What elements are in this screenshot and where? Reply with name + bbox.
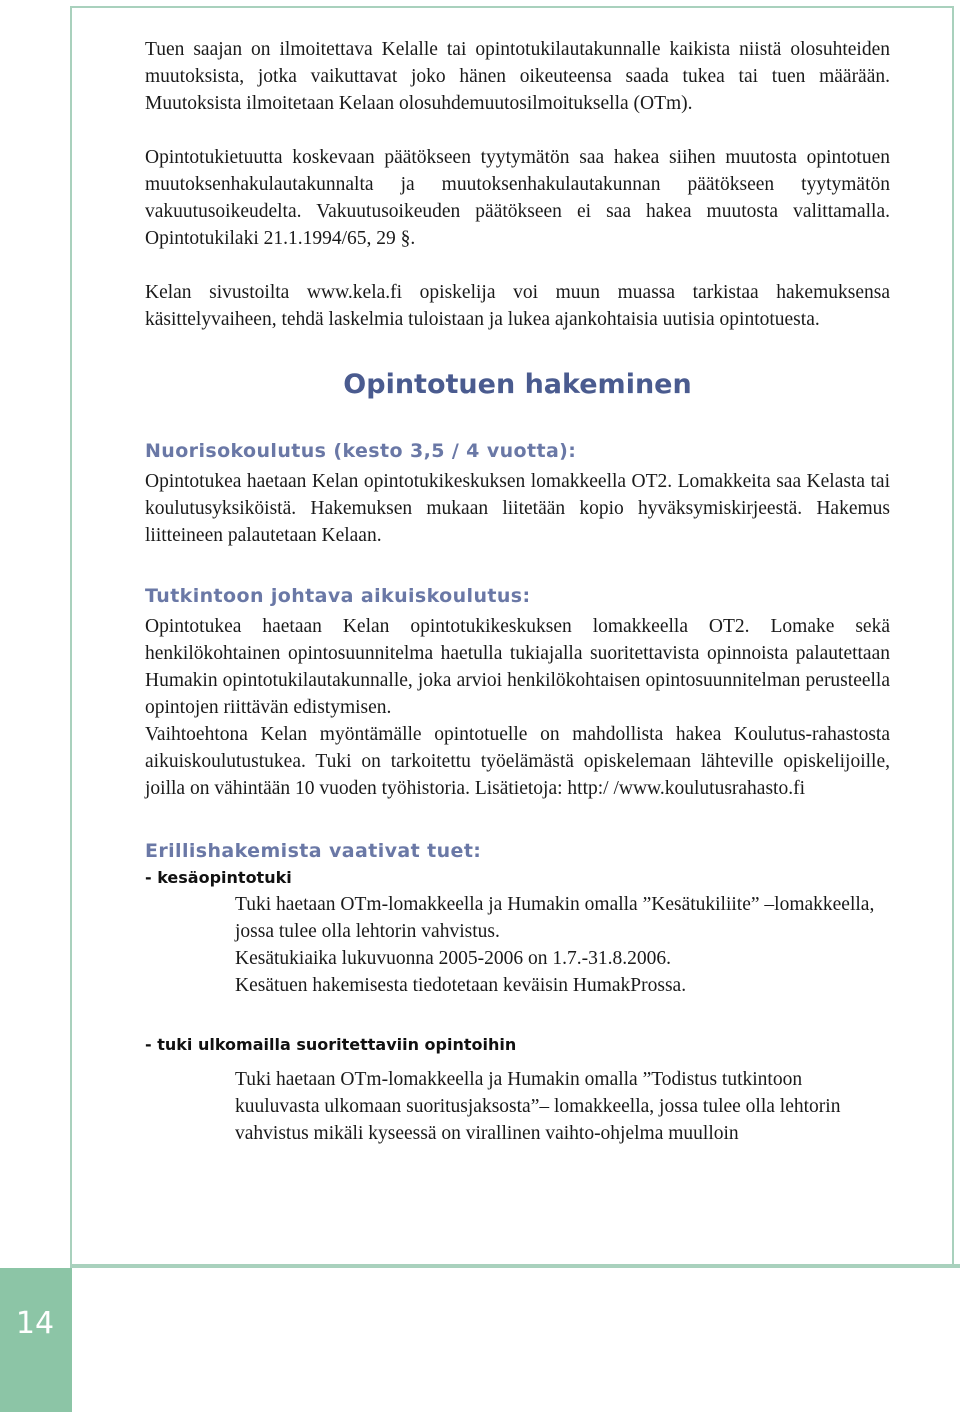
page-number: 14 (15, 1306, 55, 1341)
paragraph-nuorisokoulutus: Opintotukea haetaan Kelan opintotukikeskuksen lomakkeella OT2. Lomakkeita saa Kelasta tai koulutusyksiköistä. Hakemuksen mukaan liitetään kopio hyväksymiskirjeestä. Hakemus liitteineen palautetaan Kelaan. (145, 471, 890, 546)
heading-kesaopintotuki: - kesäopintotuki (145, 868, 292, 887)
paragraph-aikuiskoulutus-1: Opintotukea haetaan Kelan opintotukikeskuksen lomakkeella OT2. Lomake sekä henkilökohtainen opintosuunnitelma haetulla tukiajalla suoritettavista opinnoista palautettaan Humakin opintotukilautakunnalle, joka arvioi henkilökohtaisen opintosuunnitelman perusteella opintojen riittävän edistymisen. (145, 616, 890, 718)
paragraph-kela-site: Kelan sivustoilta www.kela.fi opiskelija voi muun muassa tarkistaa hakemuksensa käsittelyvaiheen, tehdä laskelmia tuloistaan ja lukea ajankohtaisia uutisia opintotuesta. (145, 282, 890, 330)
paragraph-changes: Tuen saajan on ilmoitettava Kelalle tai opintotukilautakunnalle kaikista niistä olosuhteiden muutoksista, jotka vaikuttavat joko hänen oikeuteensa saada tukea tai tuen määrään. Muutoksista ilmoitetaan Kelaan olosuhdemuutosilmoituksella (OTm). (145, 39, 890, 114)
page-content (145, 36, 890, 1147)
paragraph-ulkomaat: Tuki haetaan OTm-lomakkeella ja Humakin omalla ”Todistus tutkintoon kuuluvasta ulkomaan suoritusjaksosta”– lomakkeella, jossa tulee olla lehtorin vahvistus mikäli kyseessä on virallinen vaihto-ohjelma muulloin (235, 1069, 841, 1144)
heading-ulkomaat: - tuki ulkomailla suoritettaviin opintoihin (145, 1035, 517, 1054)
kesaopintotuki-block (235, 891, 890, 999)
section-title: Opintotuen hakeminen (343, 369, 692, 400)
paragraph-aikuiskoulutus-2: Vaihtoehtona Kelan myöntämälle opintotuelle on mahdollista hakea Koulutus-rahastosta aikuiskoulutustukea. Tuki on tarkoitettu työelämästä opiskelemaan lähteville opiskelijoille, joilla on vähintään 10 vuoden työhistoria. Lisätietoja: http:/ /www.koulutusrahasto.fi (145, 724, 890, 799)
heading-aikuiskoulutus: Tutkintoon johtava aikuiskoulutus: (145, 585, 531, 607)
paragraph-appeal: Opintotukietuutta koskevaan päätökseen tyytymätön saa hakea siihen muutosta opintotuen muutoksenhakulautakunnalta ja muutoksenhakulautakunnan päätökseen tyytymätön vakuutusoikeudelta. Vakuutusoikeuden päätökseen ei saa hakea muutosta valittamalla. Opintotukilaki 21.1.1994/65, 29 §. (145, 147, 890, 249)
frame-bottom-rule (70, 1264, 960, 1268)
heading-nuorisokoulutus: Nuorisokoulutus (kesto 3,5 / 4 vuotta): (145, 440, 577, 462)
line-kesatukiaika: Kesätukiaika lukuvuonna 2005-2006 on 1.7.-31.8.2006. (235, 948, 671, 969)
heading-erillishakemista: Erillishakemista vaativat tuet: (145, 840, 482, 862)
paragraph-kesaopintotuki: Tuki haetaan OTm-lomakkeella ja Humakin omalla ”Kesätukiliite” –lomakkeella, jossa tulee olla lehtorin vahvistus. (235, 894, 875, 942)
ulkomaat-block (235, 1066, 890, 1147)
line-kesatuki-tiedotus: Kesätuen hakemisesta tiedotetaan keväisin HumakProssa. (235, 975, 687, 996)
